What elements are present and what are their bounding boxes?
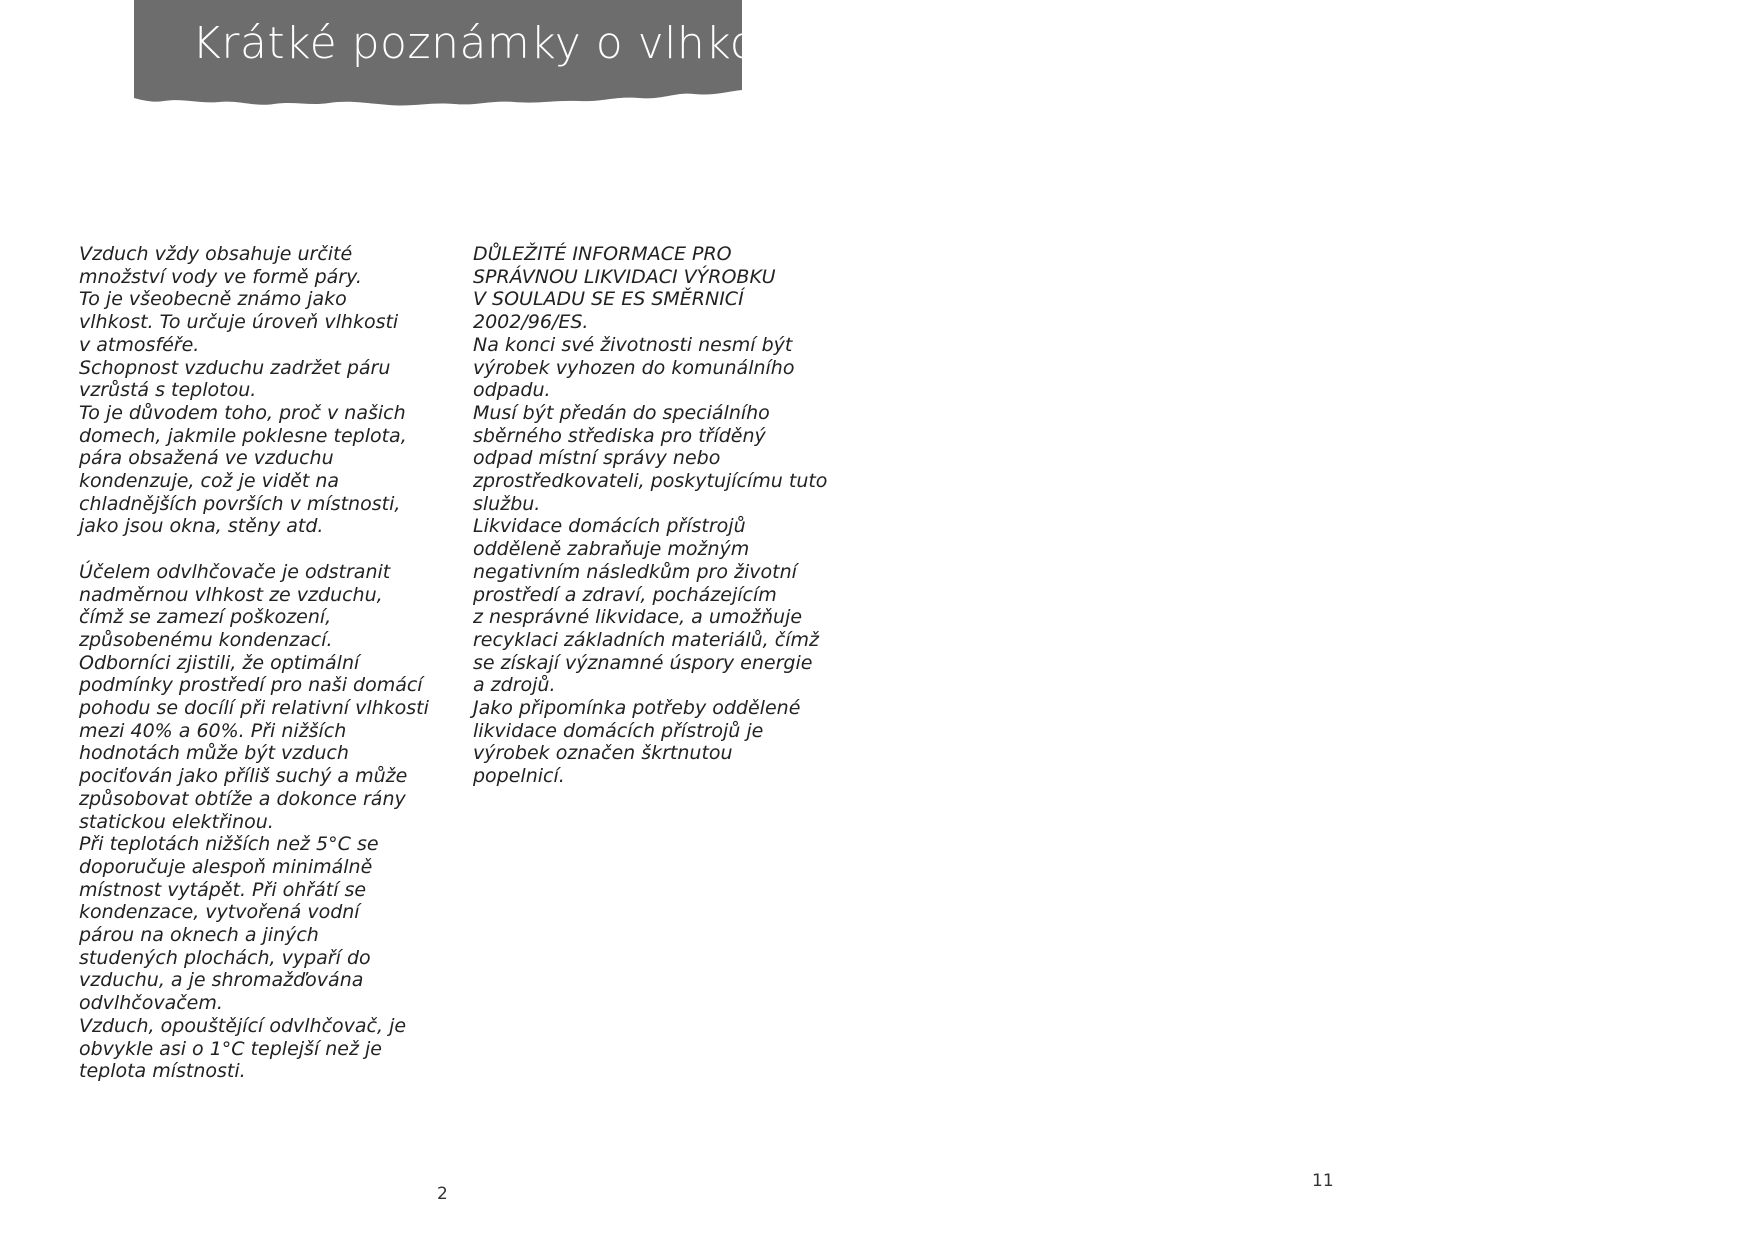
text-line: čímž se zamezí poškození, — [79, 606, 332, 629]
text-line: párou na oknech a jiných — [79, 924, 319, 947]
right-column — [473, 243, 833, 788]
text-line: vlhkost. To určuje úroveň vlhkosti — [79, 311, 399, 334]
text-line: v atmosféře. — [79, 333, 200, 356]
text-line: a zdrojů. — [473, 674, 556, 697]
text-line: podmínky prostředí pro naši domácí — [79, 674, 423, 697]
text-line: SPRÁVNOU LIKVIDACI VÝROBKU — [473, 265, 776, 288]
text-line: odděleně zabraňuje možným — [473, 538, 750, 561]
text-line: hodnotách může být vzduch — [79, 742, 349, 765]
text-line: popelnicí. — [473, 765, 565, 788]
text-line: vzrůstá s teplotou. — [79, 379, 257, 402]
text-line: obvykle asi o 1°C teplejší než je — [79, 1037, 382, 1060]
text-line: chladnějších površích v místnosti, — [79, 492, 401, 515]
text-line: likvidace domácích přístrojů je — [473, 719, 764, 742]
text-line: statickou elektřinou. — [79, 810, 274, 833]
text-line: způsobenému kondenzací. — [79, 628, 333, 651]
text-line: zprostředkovateli, poskytujícímu tuto — [473, 470, 828, 493]
text-line: pociťován jako příliš suchý a může — [79, 765, 408, 788]
text-line: kondenzuje, což je vidět na — [79, 470, 340, 493]
text-line: mezi 40% a 60%. Při nižších — [79, 719, 347, 742]
text-line: To je důvodem toho, proč v našich — [79, 401, 406, 424]
paragraph-gap — [79, 538, 439, 561]
page-title: Krátké poznámky o vlhkosti — [192, 18, 812, 69]
page-number-right: 11 — [1312, 1171, 1334, 1191]
text-line: výrobek označen škrtnutou — [473, 742, 733, 765]
text-line: Schopnost vzduchu zadržet páru — [79, 356, 391, 379]
text-line: Musí být předán do speciálního — [473, 401, 770, 424]
text-line: Odborníci zjistili, že optimální — [79, 651, 360, 674]
text-line: Účelem odvlhčovače je odstranit — [79, 560, 391, 583]
text-line: odvlhčovačem. — [79, 992, 223, 1015]
text-line: množství vody ve formě páry. — [79, 265, 362, 288]
text-line: Při teplotách nižších než 5°C se — [79, 833, 379, 856]
text-line: pohodu se docílí při relativní vlhkosti — [79, 697, 429, 720]
text-line: domech, jakmile poklesne teplota, — [79, 424, 407, 447]
text-line: způsobovat obtíže a dokonce rány — [79, 787, 406, 810]
text-line: negativním následkům pro životní — [473, 560, 797, 583]
text-line: pára obsažená ve vzduchu — [79, 447, 334, 470]
text-line: DŮLEŽITÉ INFORMACE PRO — [473, 243, 732, 265]
text-line: odpad místní správy nebo — [473, 447, 721, 470]
disposal-paragraph — [473, 243, 833, 788]
text-line: Vzduch, opouštějící odvlhčovač, je — [79, 1014, 407, 1037]
text-line: doporučuje alespoň minimálně — [79, 855, 373, 878]
left-column — [79, 243, 439, 1083]
text-line: 2002/96/ES. — [473, 311, 589, 334]
text-line: odpadu. — [473, 379, 551, 402]
text-line: Na konci své životnosti nesmí být — [473, 333, 793, 356]
text-line: jako jsou okna, stěny atd. — [79, 515, 324, 538]
text-line: vzduchu, a je shromažďována — [79, 969, 364, 992]
text-line: službu. — [473, 492, 541, 515]
text-line: V SOULADU SE ES SMĚRNICÍ — [473, 288, 744, 311]
text-line: recyklaci základních materiálů, čímž — [473, 628, 819, 651]
text-line: sběrného střediska pro tříděný — [473, 424, 766, 447]
text-line: studených plochách, vypaří do — [79, 946, 371, 969]
text-line: Likvidace domácích přístrojů — [473, 515, 746, 538]
text-line: Vzduch vždy obsahuje určité — [79, 243, 353, 265]
text-line: To je všeobecně známo jako — [79, 288, 347, 311]
text-line: nadměrnou vlhkost ze vzduchu, — [79, 583, 383, 606]
text-line: teplota místnosti. — [79, 1060, 246, 1083]
text-line: se získají významné úspory energie — [473, 651, 813, 674]
text-line: prostředí a zdraví, pocházejícím — [473, 583, 777, 606]
text-line: kondenzace, vytvořená vodní — [79, 901, 360, 924]
dehumidifier-paragraph — [79, 561, 439, 1083]
text-line: místnost vytápět. Při ohřátí se — [79, 878, 367, 901]
title-banner — [134, 0, 812, 108]
text-line: z nesprávné likvidace, a umožňuje — [473, 606, 803, 629]
text-line: Jako připomínka potřeby oddělené — [473, 697, 801, 720]
page-number-left: 2 — [437, 1184, 448, 1204]
text-line: výrobek vyhozen do komunálního — [473, 356, 795, 379]
intro-paragraph — [79, 243, 439, 538]
